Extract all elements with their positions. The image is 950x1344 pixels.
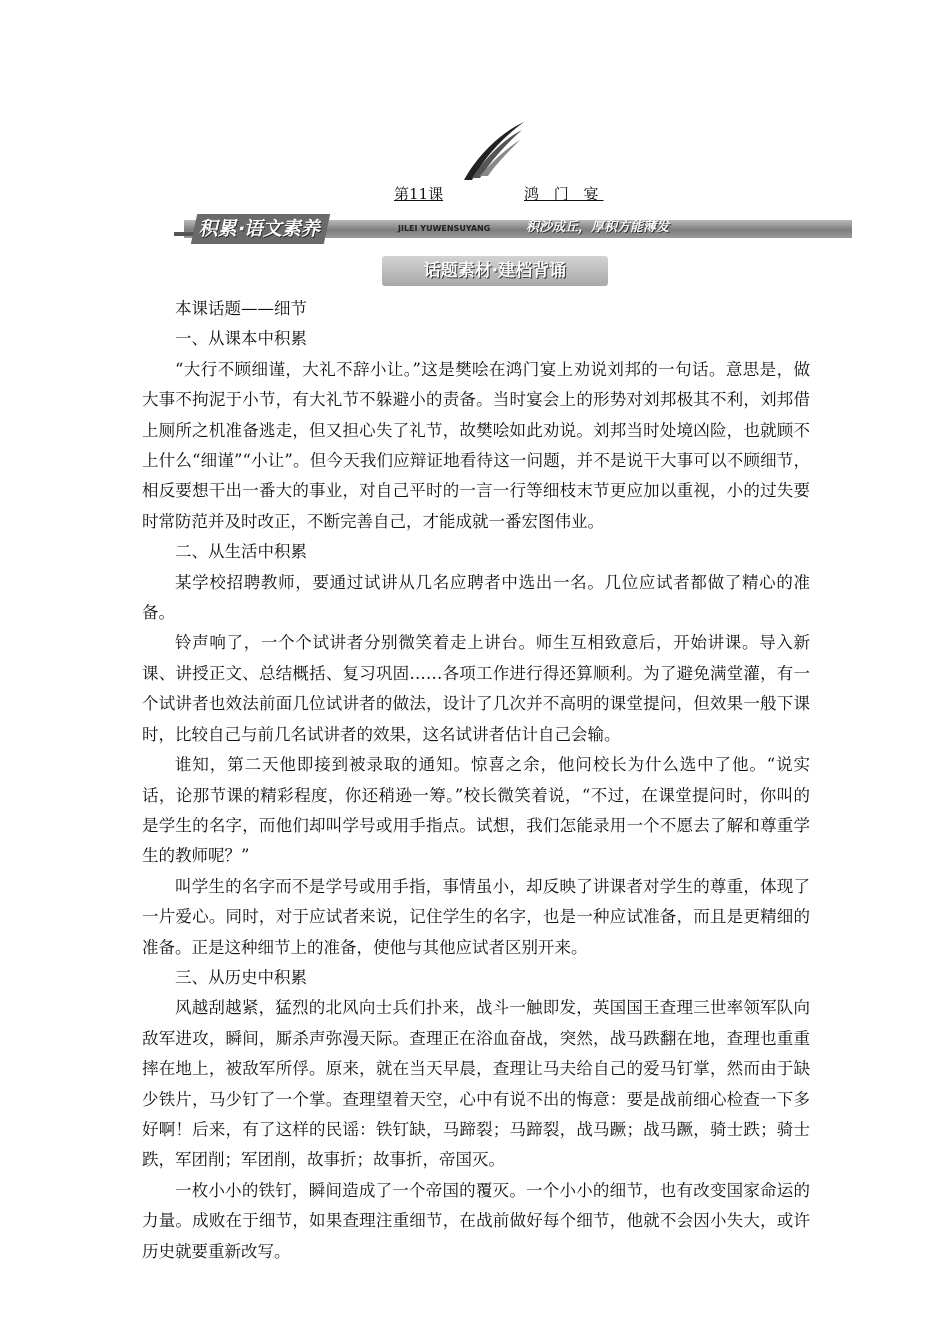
section-heading-2: 二、从生活中积累: [175, 542, 307, 562]
lesson-header: [0, 183, 950, 207]
paragraph: 谁知，第二天他即接到被录取的通知。惊喜之余，他问校长为什么选中了他。“说实话，论那节课的精彩程度，你还稍逊一筹。”校长微笑着说，“不过，在课堂提问时，你叫的是学生的名字，而他们却叫学号或用手指点。试想，我们怎能录用一个不愿去了解和尊重学生的教师呢？”: [142, 755, 810, 866]
paragraph: 某学校招聘教师，要通过试讲从几名应聘者中选出一名。几位应试者都做了精心的准备。: [142, 572, 810, 623]
subheading-bar: 话题素材·建档背诵: [382, 256, 608, 286]
swoosh-logo-icon: [462, 120, 526, 182]
section-heading-3: 三、从历史中积累: [175, 967, 307, 987]
paragraph: 一枚小小的铁钉，瞬间造成了一个帝国的覆灭。一个小小的细节，也有改变国家命运的力量。成败在于细节，如果查理注重细节，在战前做好每个细节，他就不会因小失大，或许历史就要重新改写。: [142, 1180, 810, 1261]
topic-line: 本课话题——细节: [175, 299, 307, 318]
lesson-number: 第11课: [394, 185, 444, 203]
banner-pinyin: JILEI YUWENSUYANG: [398, 224, 491, 233]
banner-slogan: 积沙成丘，厚积方能薄发: [526, 220, 670, 235]
paragraph: 风越刮越紧，猛烈的北风向士兵们扑来，战斗一触即发，英国国王查理三世率领军队向敌军进攻，瞬间，厮杀声弥漫天际。查理正在浴血奋战，突然，战马跌翻在地，查理也重重摔在地上，被敌军所俘。原来，就在当天早晨，查理让马夫给自己的爱马钉掌，然而由于缺少铁片，马少钉了一个掌。查理望着天空，心中有说不出的悔意：要是战前细心检查一下多好啊！后来，有了这样的民谣：铁钉缺，马蹄裂；马蹄裂，战马蹶；战马蹶，骑士跌；骑士跌，军团削；军团削，故事折；故事折，帝国灭。: [142, 998, 810, 1170]
section-heading-1: 一、从课本中积累: [175, 329, 307, 349]
paragraph: 叫学生的名字而不是学号或用手指，事情虽小，却反映了讲课者对学生的尊重，体现了一片爱心。同时，对于应试者来说，记住学生的名字，也是一种应试准备，而且是更精细的准备。正是这种细节上的准备，使他与其他应试者区别开来。: [142, 876, 810, 957]
paragraph: 铃声响了，一个个试讲者分别微笑着走上讲台。师生互相致意后，开始讲课。导入新课、讲授正文、总结概括、复习巩固……各项工作进行得还算顺利。为了避免满堂灌，有一个试讲者也效法前面几位试讲者的做法，设计了几次并不高明的课堂提问，但效果一般下课时，比较自己与前几名试讲者的效果，这名试讲者估计自己会输。: [142, 633, 810, 744]
article-body: [142, 294, 810, 1267]
lesson-title: 鸿 门 宴: [524, 185, 604, 203]
section-banner: [174, 212, 854, 248]
paragraph: “大行不顾细谨，大礼不辞小让。”这是樊哙在鸿门宴上劝说刘邦的一句话。意思是，做大事不拘泥于小节，有大礼节不躲避小的责备。当时宴会上的形势对刘邦极其不利，刘邦借上厕所之机准备逃走，但又担心失了礼节，故樊哙如此劝说。刘邦当时处境凶险，也就顾不上什么“细谨”“小让”。但今天我们应辩证地看待这一问题，并不是说干大事可以不顾细节，相反要想干出一番大的事业，对自己平时的一言一行等细枝末节更应加以重视，小的过失要时常防范并及时改正，不断完善自己，才能成就一番宏图伟业。: [142, 359, 810, 531]
banner-main-text: 积累·语文素养: [191, 214, 331, 244]
